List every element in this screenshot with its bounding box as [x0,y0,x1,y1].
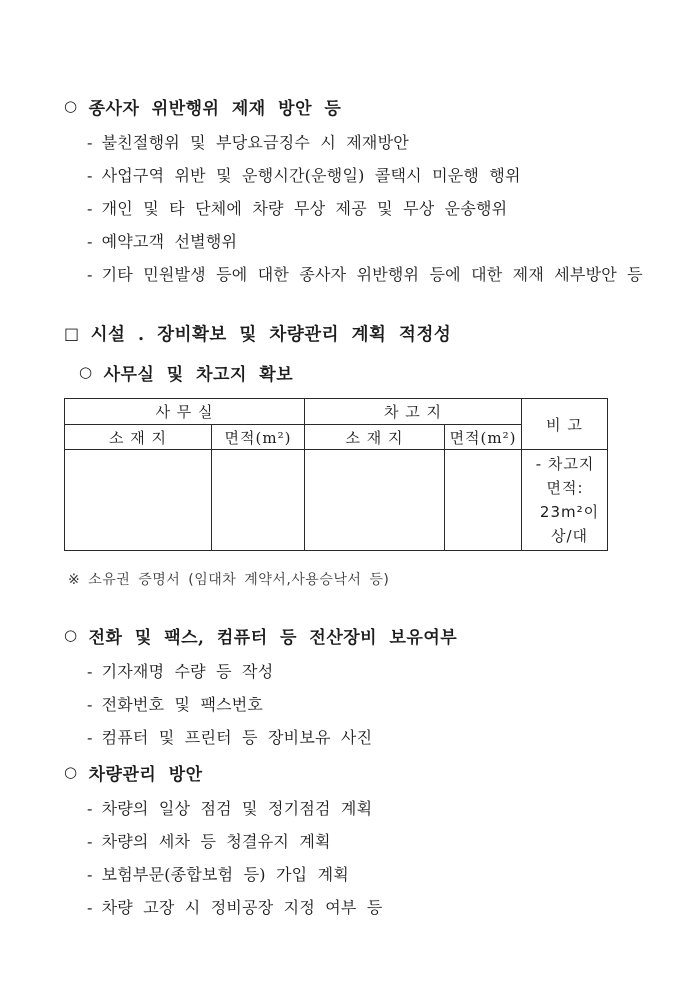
dash-marker: - [87,232,93,251]
reference-mark-icon: ※ [68,572,81,588]
office-garage-table [64,398,608,551]
section-title-text: 종사자 위반행위 제재 방안 등 [88,99,342,119]
remark-header: 비 고 [522,399,608,450]
list-item [87,199,652,218]
dash-marker: - [87,166,93,185]
circle-bullet-icon: ○ [79,363,93,381]
list-item [87,133,652,152]
circle-bullet-icon: ○ [64,763,78,781]
list-item-text: 차량의 세차 등 청결유지 계획 [101,832,331,851]
list-item [87,799,652,818]
list-item [87,898,652,917]
dash-marker: - [87,728,93,747]
garage-group-header: 차 고 지 [305,399,522,425]
list-item [87,865,652,884]
subsection-title-text: 차량관리 방안 [88,765,203,785]
section-title-text: 시설 . 장비확보 및 차량관리 계획 적정성 [90,325,452,345]
subsection-equipment-title [64,623,652,648]
remark-line: - 차고지 면적: [535,455,595,497]
list-item-text: 기자재명 수량 등 작성 [101,662,274,681]
office-area-header: 면적(m²) [212,425,305,450]
office-area-cell [212,450,305,551]
section-worker-sanctions-title [64,94,652,119]
list-item-text: 개인 및 타 단체에 차량 무상 제공 및 무상 운송행위 [101,199,508,218]
remark-line: 23m²이상/대 [539,503,600,545]
subsection-title-text: 사무실 및 차고지 확보 [103,365,294,385]
dash-marker: - [87,662,93,681]
garage-location-cell [305,450,445,551]
list-item [87,265,652,284]
list-item [87,695,652,714]
square-box-bullet-icon: □ [64,323,80,343]
vehicle-mgmt-items [87,799,652,917]
ownership-note [68,569,652,589]
circle-bullet-icon: ○ [64,626,78,644]
list-item [87,832,652,851]
garage-area-header: 면적(m²) [445,425,522,450]
list-item [87,728,652,747]
list-item-text: 차량 고장 시 정비공장 지정 여부 등 [101,898,383,917]
list-item-text: 예약고객 선별행위 [101,232,238,251]
list-item-text: 컴퓨터 및 프린터 등 장비보유 사진 [101,728,373,747]
list-item-text: 전화번호 및 팩스번호 [101,695,264,714]
list-item [87,232,652,251]
remark-cell [522,450,608,551]
circle-bullet-icon: ○ [64,97,78,115]
subsection-office-garage-title [79,360,652,385]
dash-marker: - [87,695,93,714]
dash-marker: - [87,832,93,851]
worker-sanctions-items [87,133,652,284]
list-item-text: 기타 민원발생 등에 대한 종사자 위반행위 등에 대한 제재 세부방안 등 [101,265,643,284]
dash-marker: - [87,133,93,152]
office-group-header: 사 무 실 [65,399,305,425]
list-item-text: 보험부문(종합보험 등) 가입 계획 [101,865,349,884]
list-item-text: 차량의 일상 점검 및 정기점검 계획 [101,799,373,818]
list-item-text: 불친절행위 및 부당요금징수 시 제재방안 [101,133,409,152]
section-facility-title [64,321,652,346]
dash-marker: - [87,199,93,218]
garage-location-header: 소 재 지 [305,425,445,450]
equipment-items [87,662,652,747]
office-location-header: 소 재 지 [65,425,212,450]
note-text: 소유권 증명서 (임대차 계약서,사용승낙서 등) [88,572,390,588]
dash-marker: - [87,799,93,818]
subsection-vehicle-mgmt-title [64,760,652,785]
dash-marker: - [87,898,93,917]
garage-area-cell [445,450,522,551]
dash-marker: - [87,265,93,284]
dash-marker: - [87,865,93,884]
list-item [87,166,652,185]
list-item-text: 사업구역 위반 및 운행시간(운행일) 콜택시 미운행 행위 [101,166,521,185]
list-item [87,662,652,681]
subsection-title-text: 전화 및 팩스, 컴퓨터 등 전산장비 보유여부 [88,628,458,648]
office-location-cell [65,450,212,551]
